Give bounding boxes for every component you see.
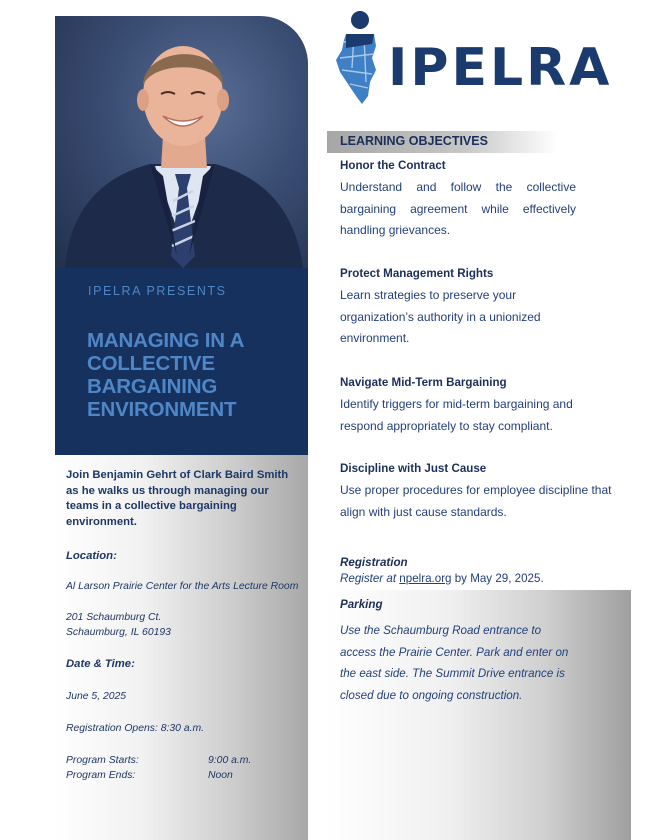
registration-prefix: Register at [340, 572, 400, 585]
presents-label: IPELRA PRESENTS [88, 284, 227, 298]
objective-title: Honor the Contract [340, 159, 446, 172]
registration-link[interactable]: npelra.org [399, 572, 452, 585]
location-city: Schaumburg, IL 60193 [66, 627, 171, 638]
speaker-portrait-illustration [55, 16, 308, 268]
location-venue: Al Larson Prairie Center for the Arts Lecture Room [66, 581, 299, 592]
registration-text [340, 572, 544, 585]
objective-body: Use proper procedures for employee discipline that align with just cause standards. [340, 483, 612, 519]
objective-title: Discipline with Just Cause [340, 462, 487, 475]
objective-item [340, 461, 610, 523]
objective-body: Understand and follow the collective bargaining agreement while effectively handling grievances. [340, 180, 576, 238]
registration-opens: Registration Opens: 8:30 a.m. [66, 723, 205, 734]
event-date: June 5, 2025 [66, 691, 127, 702]
program-starts-label: Program Starts: [66, 755, 139, 766]
objective-title: Navigate Mid-Term Bargaining [340, 376, 507, 389]
event-title: MANAGING IN A COLLECTIVE BARGAINING ENVIRONMENT [87, 329, 244, 421]
objective-item [340, 266, 610, 350]
promo-banner [55, 268, 308, 455]
registration-label: Registration [340, 556, 408, 569]
objective-item [340, 158, 610, 242]
objective-body: Learn strategies to preserve your organization’s authority in a unionized environment. [340, 288, 541, 346]
objective-body: Identify triggers for mid-term bargaining and respond appropriately to stay compliant. [340, 397, 573, 433]
ipelra-logo [332, 10, 632, 110]
logo-wordmark: IPELRA [388, 38, 613, 98]
learning-objectives-heading: LEARNING OBJECTIVES [327, 131, 557, 153]
event-info-panel [55, 455, 308, 840]
parking-label: Parking [340, 598, 383, 611]
datetime-label: Date & Time: [66, 658, 135, 670]
location-street: 201 Schaumburg Ct. [66, 612, 162, 623]
objective-item [340, 375, 610, 437]
registration-deadline: by May 29, 2025. [451, 572, 544, 585]
parking-panel [327, 590, 631, 840]
illinois-person-icon [332, 10, 392, 110]
intro-text: Join Benjamin Gehrt of Clark Baird Smith as he walks us through managing our teams in a collective bargaining environment. [66, 469, 289, 528]
program-ends-label: Program Ends: [66, 770, 136, 781]
parking-body: Use the Schaumburg Road entrance to access the Prairie Center. Park and enter on the east side. The Summit Drive entrance is closed due to ongoing construction. [340, 624, 569, 702]
speaker-photo [55, 16, 308, 268]
location-label: Location: [66, 550, 117, 562]
objective-title: Protect Management Rights [340, 267, 494, 280]
program-ends-value: Noon [208, 770, 233, 781]
program-starts-value: 9:00 a.m. [208, 755, 252, 766]
